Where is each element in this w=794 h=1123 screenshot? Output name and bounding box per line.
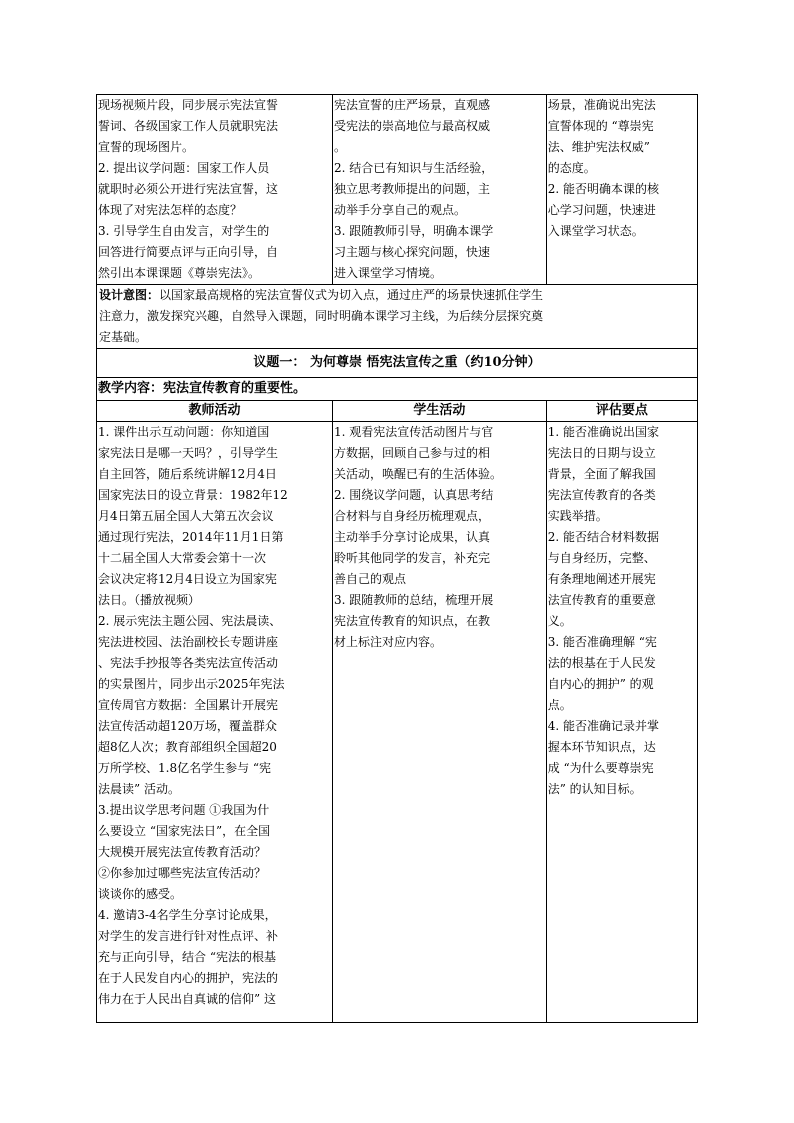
text-line: 充与正向引导，结合 “宪法的根基 (98, 950, 276, 964)
text-line: 法宣传活动超120万场，覆盖群众 (98, 719, 277, 733)
text-line: 自主回答，随后系统讲解12月4日 (98, 467, 277, 481)
text-line: 自内心的拥护” 的观 (547, 677, 654, 691)
text-line: 的实景图片，同步出示2025年宪法 (98, 677, 285, 691)
text-line: 成 “为什么要尊崇宪 (547, 761, 654, 775)
text-line: 心学习问题，快速进 (547, 203, 656, 217)
text-line: 善自己的观点 (333, 572, 406, 586)
intro-evaluation-cell (546, 95, 697, 285)
design-intent-row (97, 285, 698, 349)
text-line: 背景，全面了解我国 (547, 467, 656, 481)
text-line: 有条理地阐述开展宪 (547, 572, 656, 586)
topic-evaluation-cell (546, 422, 697, 1023)
text-line: 实践举措。 (547, 509, 608, 523)
topic-student-cell (332, 422, 546, 1023)
text-line: 与自身经历，完整、 (547, 551, 656, 565)
text-line: 。 (333, 140, 346, 154)
topic-activity-row (97, 422, 698, 1023)
text-line: 就职时必须公开进行宪法宣誓，这 (98, 182, 279, 196)
teacher-activity-header: 教师活动 (97, 401, 333, 422)
text-line: 通过现行宪法，2014年11月1日第 (98, 530, 284, 544)
text-line: 1. 观看宪法宣传活动图片与官 (333, 425, 494, 439)
intro-activity-row (97, 95, 698, 285)
student-activity-header: 学生活动 (332, 401, 546, 422)
text-line: 对学生的发言进行针对性点评、补 (98, 929, 279, 943)
topic-title: 议题一： 为何尊崇 悟宪法宣传之重（约10分钟） (97, 349, 698, 378)
text-line: 法宣传教育的重要意 (547, 593, 656, 607)
text-line: 体现了对宪法怎样的态度？ (98, 203, 243, 217)
design-intent-line-1: 注意力，激发探究兴趣，自然导入课题，同时明确本课学习主线，为后续分层探究奠 (99, 309, 544, 323)
text-line: 动举手分享自己的观点。 (333, 203, 466, 217)
text-line: 场景，准确说出宪法 (547, 98, 656, 112)
text-line: 1. 课件出示互动问题：你知道国 (98, 425, 270, 439)
text-line: 现场视频片段，同步展示宪法宣誓 (98, 98, 279, 112)
text-line: 1. 能否准确说出国家 (547, 425, 659, 439)
text-line: 谈谈你的感受。 (98, 887, 183, 901)
text-line: 誓词、各级国家工作人员就职宪法 (98, 119, 279, 133)
text-line: 十二届全国人大常委会第十一次 (98, 551, 267, 565)
text-line: 月4日第五届全国人大第五次会议 (98, 509, 274, 523)
design-intent-line-2: 定基础。 (99, 330, 148, 344)
text-line: 3. 跟随教师引导，明确本课学 (333, 224, 494, 238)
lesson-plan-page (96, 94, 698, 1023)
text-line: 大规模开展宪法宣传教育活动？ (98, 845, 267, 859)
topic-teacher-cell (97, 422, 333, 1023)
text-line: 4. 邀请3-4名学生分享讨论成果， (98, 908, 277, 922)
text-line: 4. 能否准确记录并掌 (547, 719, 659, 733)
text-line: 法日。（播放视频） (98, 593, 201, 607)
text-line: 宪法宣传教育的知识点，在教 (333, 614, 490, 628)
text-line: 超8亿人次；教育部组织全国超20 (98, 740, 277, 754)
text-line: 然引出本课课题《尊崇宪法》。 (98, 266, 261, 280)
text-line: 宪法宣传教育的各类 (547, 488, 656, 502)
text-line: 宣传周官方数据：全国累计开展宪 (98, 698, 279, 712)
text-line: 宣誓的现场图片。 (98, 140, 195, 154)
teaching-content-text: 宪法宣传教育的重要性。 (163, 381, 307, 396)
text-line: 宪法进校园、法治副校长专题讲座 (98, 635, 279, 649)
text-line: 伟力在于人民出自真诚的信仰” 这 (98, 992, 276, 1006)
evaluation-points-header: 评估要点 (546, 401, 697, 422)
text-line: 2. 能否结合材料数据 (547, 530, 659, 544)
topic-title-row (97, 349, 698, 378)
text-line: 3. 引导学生自由发言，对学生的 (98, 224, 270, 238)
column-header-row (97, 401, 698, 422)
text-line: ②你参加过哪些宪法宣传活动？ (98, 866, 267, 880)
design-intent-line-0: 以国家最高规格的宪法宣誓仪式为切入点，通过庄严的场景快速抓住学生 (159, 288, 544, 302)
text-line: 3. 能否准确理解 “宪 (547, 635, 657, 649)
teaching-content-label: 教学内容： (98, 381, 164, 396)
text-line: 进入课堂学习情境。 (333, 266, 442, 280)
teaching-content-row (97, 378, 698, 401)
text-line: 握本环节知识点，达 (547, 740, 656, 754)
text-line: 宪法宣誓的庄严场景，直观感 (333, 98, 490, 112)
text-line: 2. 能否明确本课的核 (547, 182, 659, 196)
text-line: 在于人民发自内心的拥护，宪法的 (98, 971, 279, 985)
text-line: 材上标注对应内容。 (333, 635, 442, 649)
text-line: 独立思考教师提出的问题，主 (333, 182, 490, 196)
text-line: 2. 结合已有知识与生活经验， (333, 161, 494, 175)
text-line: 会议决定将12月4日设立为国家宪 (98, 572, 277, 586)
text-line: 点。 (547, 698, 572, 712)
text-line: 入课堂学习状态。 (547, 224, 644, 238)
text-line: 国家宪法日的设立背景：1982年12 (98, 488, 288, 502)
text-line: 么要设立 “国家宪法日”，在全国 (98, 824, 271, 838)
text-line: 关活动，唤醒已有的生活体验。 (333, 467, 502, 481)
text-line: 3.提出议学思考问题 ①我国为什 (98, 803, 270, 817)
text-line: 家宪法日是哪一天吗？，引导学生 (98, 446, 279, 460)
design-intent-label: 设计意图： (99, 288, 160, 302)
text-line: 方数据，回顾自己参与过的相 (333, 446, 490, 460)
text-line: 合材料与自身经历梳理观点， (333, 509, 490, 523)
text-line: 的态度。 (547, 161, 596, 175)
text-line: 宪法日的日期与设立 (547, 446, 656, 460)
text-line: 法晨读” 活动。 (98, 782, 180, 796)
text-line: 宣誓体现的 “尊崇宪 (547, 119, 654, 133)
teaching-content-cell (97, 378, 698, 401)
text-line: 义。 (547, 614, 572, 628)
lesson-plan-table (96, 94, 698, 1023)
text-line: 习主题与核心探究问题，快速 (333, 245, 490, 259)
text-line: 法” 的认知目标。 (547, 782, 642, 796)
text-line: 受宪法的崇高地位与最高权威 (333, 119, 490, 133)
text-line: 法的根基在于人民发 (547, 656, 656, 670)
intro-teacher-cell (97, 95, 333, 285)
text-line: 2. 围绕议学问题，认真思考结 (333, 488, 494, 502)
text-line: 3. 跟随教师的总结，梳理开展 (333, 593, 494, 607)
text-line: 主动举手分享讨论成果，认真 (333, 530, 490, 544)
text-line: 回答进行简要点评与正向引导，自 (98, 245, 279, 259)
text-line: 法、维护宪法权威” (547, 140, 650, 154)
text-line: 2. 展示宪法主题公园、宪法晨读、 (98, 614, 282, 628)
intro-student-cell (332, 95, 546, 285)
text-line: 万所学校、1.8亿名学生参与 “宪 (98, 761, 272, 775)
text-line: 、宪法手抄报等各类宪法宣传活动 (98, 656, 279, 670)
text-line: 聆听其他同学的发言，补充完 (333, 551, 490, 565)
design-intent-cell (97, 285, 698, 349)
text-line: 2. 提出议学问题：国家工作人员 (98, 161, 270, 175)
